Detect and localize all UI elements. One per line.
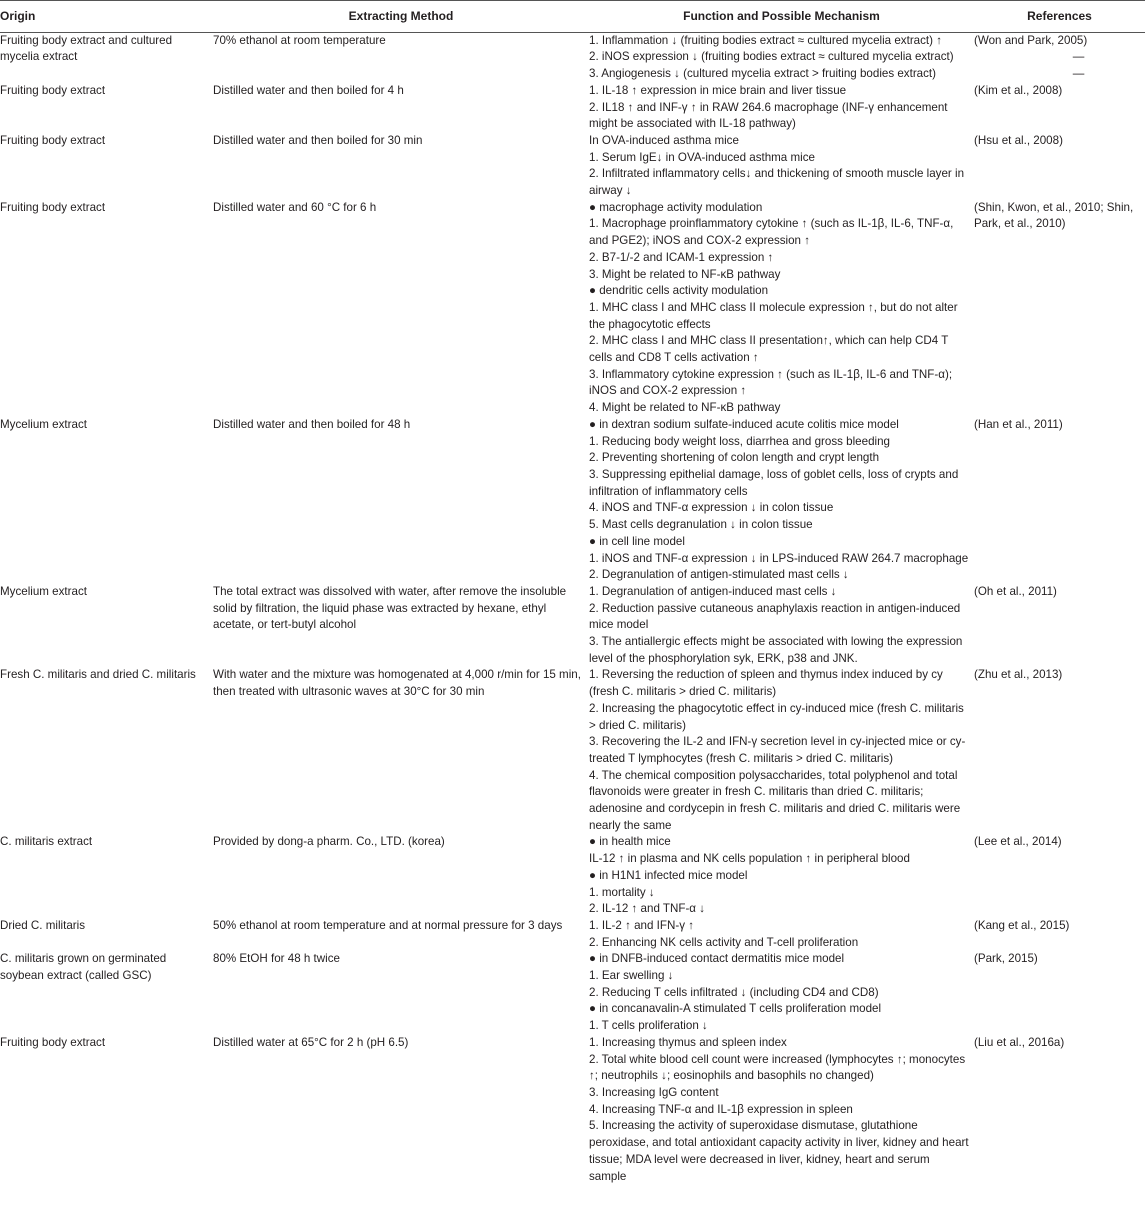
function-line: 2. MHC class I and MHC class II presentation↑, which can help CD4 T cells and CD8 T cells activation ↑ [589,334,952,365]
cell-references [974,918,1145,951]
cell-function [589,32,974,83]
header-origin: Origin [0,1,213,33]
cell-origin: Fruiting body extract and cultured mycelia extract [0,33,173,64]
table-row [0,83,1145,133]
header-references: References [974,1,1145,33]
cell-references [974,1035,1145,1185]
reference-line: (Lee et al., 2014) [974,835,1062,849]
function-line: 2. Increasing the phagocytotic effect in cy-induced mice (fresh C. militaris > dried C. militaris) [589,701,968,732]
cell-method: Distilled water and then boiled for 4 h [213,83,404,97]
function-line: 2. Degranulation of antigen-stimulated mast cells ↓ [589,568,849,582]
table-row [0,667,1145,834]
cell-method: 70% ethanol at room temperature [213,33,386,47]
function-line: 1. Reversing the reduction of spleen and thymus index induced by cy (fresh C. militaris > dried C. militaris) [589,668,947,699]
function-line: 2. IL18 ↑ and INF-γ ↑ in RAW 264.6 macrophage (INF-γ enhancement might be associated with IL-18 pathway) [589,100,951,131]
cell-method: Distilled water and 60 °C for 6 h [213,200,377,214]
function-line: ● dendritic cells activity modulation [589,284,769,298]
cell-references [974,667,1145,834]
cell-method: The total extract was dissolved with water, after remove the insoluble solid by filtration, the liquid phase was extracted by hexane, ethyl acetate, or tert-butyl alcohol [213,584,567,632]
cell-method: With water and the mixture was homogenated at 4,000 r/min for 15 min, then treated with ultrasonic waves at 30°C for 30 min [213,668,581,699]
function-line: 2. Preventing shortening of colon length and crypt length [589,451,880,465]
cell-references [974,834,1145,918]
function-line: 3. The antiallergic effects might be associated with lowing the expression level of the phosphorylation syk, ERK, p38 and JNK. [589,635,966,665]
cell-method: 50% ethanol at room temperature and at normal pressure for 3 days [213,918,563,932]
function-line: 1. Increasing thymus and spleen index [589,1035,787,1049]
cell-references [974,200,1145,417]
function-line: In OVA-induced asthma mice [589,133,739,147]
cell-origin: Fruiting body extract [0,133,106,147]
cell-references [974,32,1145,83]
function-line: 1. Serum IgE↓ in OVA-induced asthma mice [589,150,815,164]
function-line: 1. iNOS and TNF-α expression ↓ in LPS-induced RAW 264.7 macrophage [589,551,969,565]
table-row [0,918,1145,951]
function-line: 1. Degranulation of antigen-induced mast cells ↓ [589,584,837,598]
cell-function [589,83,974,133]
reference-line: (Hsu et al., 2008) [974,133,1063,147]
function-line: 1. Reducing body weight loss, diarrhea and gross bleeding [589,434,890,448]
reference-line: — [1072,67,1085,81]
cell-function [589,584,974,668]
function-line: 5. Mast cells degranulation ↓ in colon tissue [589,518,813,532]
header-function: Function and Possible Mechanism [589,1,974,33]
cell-origin: C. militaris extract [0,835,93,849]
function-line: 1. MHC class I and MHC class II molecule expression ↑, but do not alter the phagocytotic effects [589,300,961,331]
header-row [0,1,1145,33]
table-row [0,32,1145,83]
header-method: Extracting Method [213,1,589,33]
cell-references [974,584,1145,668]
cell-function [589,133,974,200]
cell-references [974,83,1145,133]
table-row [0,200,1145,417]
function-line: 2. B7-1/-2 and ICAM-1 expression ↑ [589,250,774,264]
cell-references [974,417,1145,584]
function-line: ● macrophage activity modulation [589,200,763,214]
cell-method: 80% EtOH for 48 h twice [213,952,340,966]
function-line: 2. IL-12 ↑ and TNF-α ↓ [589,902,706,916]
reference-line: (Kim et al., 2008) [974,83,1063,97]
cell-references [974,133,1145,200]
reference-line: (Liu et al., 2016a) [974,1035,1065,1049]
cell-function [589,417,974,584]
table-row [0,951,1145,1035]
cell-function [589,834,974,918]
function-line: ● in dextran sodium sulfate-induced acute colitis mice model [589,417,899,431]
cell-function [589,951,974,1035]
function-line: 4. Might be related to NF-κB pathway [589,401,781,415]
function-line: 3. Might be related to NF-κB pathway [589,267,781,281]
reference-line: (Han et al., 2011) [974,417,1063,431]
cell-function [589,200,974,417]
cell-origin: Mycelium extract [0,417,87,431]
function-line: ● in concanavalin-A stimulated T cells proliferation model [589,1002,882,1016]
reference-line: (Park, 2015) [974,952,1038,966]
table-body [0,32,1145,1185]
cell-origin: Mycelium extract [0,584,87,598]
function-line: 2. Infiltrated inflammatory cells↓ and thickening of smooth muscle layer in airway ↓ [589,167,968,198]
function-line: ● in health mice [589,835,671,849]
function-line: 3. Suppressing epithelial damage, loss of goblet cells, loss of crypts and infiltration of inflammatory cells [589,467,962,498]
function-line: 2. iNOS expression ↓ (fruiting bodies extract ≈ cultured mycelia extract) [589,50,954,64]
cell-references [974,951,1145,1035]
function-line: 1. Inflammation ↓ (fruiting bodies extract ≈ cultured mycelia extract) ↑ [589,33,943,47]
function-line: 1. mortality ↓ [589,885,655,899]
cell-origin: Fresh C. militaris and dried C. militaris [0,668,196,682]
function-line: IL-12 ↑ in plasma and NK cells population ↑ in peripheral blood [589,852,910,866]
function-line: 1. T cells proliferation ↓ [589,1019,708,1033]
function-line: ● in DNFB-induced contact dermatitis mice model [589,952,845,966]
cell-function [589,918,974,951]
cell-origin: Fruiting body extract [0,200,106,214]
function-line: 3. Increasing IgG content [589,1086,719,1099]
cell-origin: Dried C. militaris [0,918,86,932]
function-line: 4. The chemical composition polysaccharides, total polyphenol and total flavonoids were greater in fresh C. militaris than dried C. militaris; adenosine and cordycepin in fresh C. militaris and dried C. militaris were nearly the same [589,768,964,832]
reference-line: (Oh et al., 2011) [974,584,1057,598]
function-line: ● in cell line model [589,534,685,548]
reference-line: (Zhu et al., 2013) [974,668,1063,682]
table-row [0,584,1145,668]
function-line: 1. Ear swelling ↓ [589,969,674,983]
function-line: ● in H1N1 infected mice model [589,868,748,882]
table-row [0,1035,1145,1185]
reference-line: (Won and Park, 2005) [974,33,1088,47]
reference-line: (Kang et al., 2015) [974,918,1070,932]
function-line: 2. Reduction passive cutaneous anaphylaxis reaction in antigen-induced mice model [589,601,964,632]
cell-method: Distilled water at 65°C for 2 h (pH 6.5) [213,1035,409,1049]
table-row [0,834,1145,918]
function-line: 3. Angiogenesis ↓ (cultured mycelia extract > fruiting bodies extract) [589,67,937,81]
cell-method: Distilled water and then boiled for 30 min [213,133,423,147]
function-line: 3. Recovering the IL-2 and IFN-γ secretion level in cy-injected mice or cy-treated T lymphocytes (fresh C. militaris > dried C. militaris) [589,735,966,765]
cell-function [589,1035,974,1185]
function-line: 1. IL-2 ↑ and IFN-γ ↑ [589,918,695,932]
function-line: 2. Reducing T cells infiltrated ↓ (including CD4 and CD8) [589,985,879,999]
reference-line: (Shin, Kwon, et al., 2010; Shin, Park, et al., 2010) [974,200,1137,231]
function-line: 1. Macrophage proinflammatory cytokine ↑ (such as IL-1β, IL-6, TNF-α, and PGE2); iNOS and COX-2 expression ↑ [589,217,957,248]
function-line: 5. Increasing the activity of superoxidase dismutase, glutathione peroxidase, and total antioxidant capacity activity in liver, kidney and heart tissue; MDA level were decreased in liver, kidney, heart and serum sample [589,1119,972,1183]
cell-method: Provided by dong-a pharm. Co., LTD. (korea) [213,835,445,849]
reference-line: — [1072,50,1085,64]
cell-origin: Fruiting body extract [0,83,106,97]
function-line: 4. iNOS and TNF-α expression ↓ in colon tissue [589,501,834,515]
table-row [0,133,1145,200]
function-line: 1. IL-18 ↑ expression in mice brain and liver tissue [589,83,847,97]
cell-origin: C. militaris grown on germinated soybean extract (called GSC) [0,952,167,983]
function-line: 4. Increasing TNF-α and IL-1β expression in spleen [589,1102,853,1116]
function-line: 2. Total white blood cell count were increased (lymphocytes ↑; monocytes ↑; neutrophils ↓; eosinophils and basophils no changed) [589,1052,969,1083]
cell-method: Distilled water and then boiled for 48 h [213,417,411,431]
function-line: 2. Enhancing NK cells activity and T-cell proliferation [589,935,859,949]
function-line: 3. Inflammatory cytokine expression ↑ (such as IL-1β, IL-6 and TNF-α); iNOS and COX-2 expression ↑ [589,367,956,398]
cell-function [589,667,974,834]
cell-origin: Fruiting body extract [0,1035,106,1049]
table-row [0,417,1145,584]
